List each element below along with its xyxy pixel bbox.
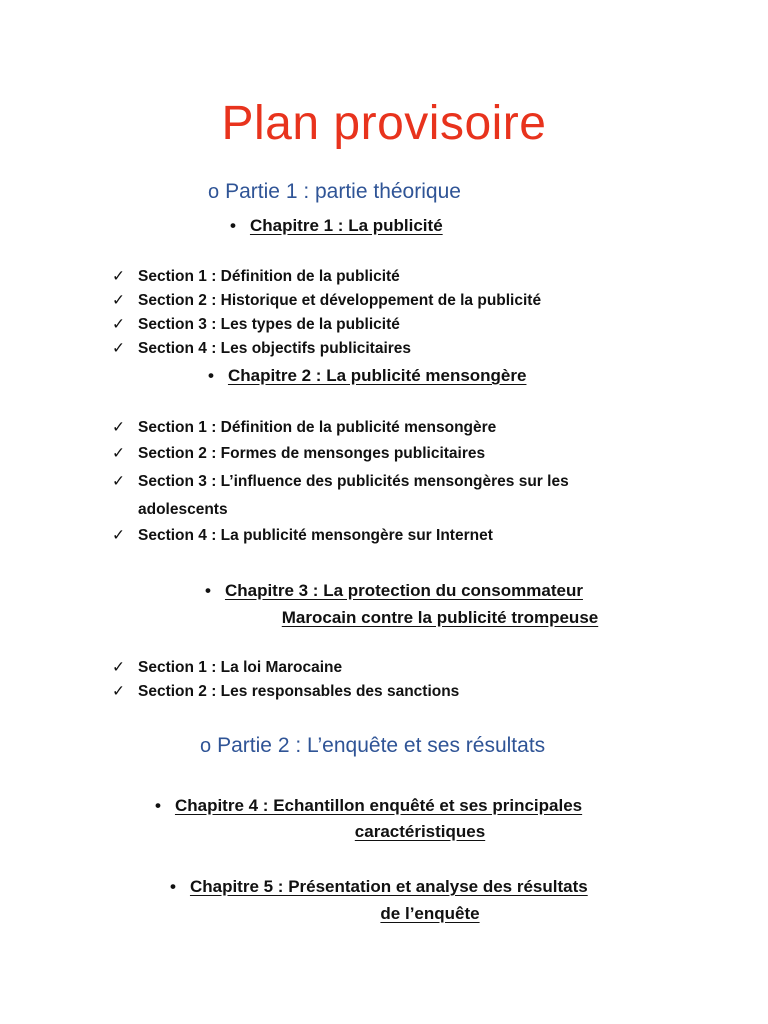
chapitre-4-label-line2-wrap	[220, 822, 620, 842]
chapitre-5-label-line1: Chapitre 5 : Présentation et analyse des résultats	[189, 877, 588, 896]
bullet-icon: •	[170, 877, 176, 896]
partie-1-heading	[208, 180, 461, 204]
chapitre-5-label-line2-wrap	[230, 904, 630, 924]
bullet-icon: •	[205, 581, 211, 600]
chapitre-1-label: Chapitre 1 : La publicité	[249, 216, 443, 235]
partie-2-heading	[200, 734, 545, 758]
chapitre-3-heading	[205, 581, 583, 601]
c2-section-1: ✓ Section 1 : Définition de la publicité mensongère	[112, 416, 496, 440]
chapitre-5-heading	[170, 877, 588, 897]
c1-section-3: ✓ Section 3 : Les types de la publicité	[112, 313, 400, 337]
chapitre-4-label-line1: Chapitre 4 : Echantillon enquêté et ses principales	[174, 796, 583, 815]
chapitre-3-label-line1: Chapitre 3 : La protection du consommateur	[224, 581, 583, 600]
check-icon: ✓	[112, 659, 125, 676]
partie-1-label: Partie 1 : partie théorique	[225, 180, 461, 203]
bullet-icon: •	[230, 216, 236, 235]
bullet-icon: •	[208, 366, 214, 385]
c2-section-3-continuation: adolescents	[138, 501, 228, 518]
c1-section-2: ✓ Section 2 : Historique et développement de la publicité	[112, 289, 541, 313]
chapitre-5-label-line2: de l’enquête	[380, 904, 480, 923]
page-title: Plan provisoire	[221, 97, 547, 150]
partie-2-label: Partie 2 : L’enquête et ses résultats	[217, 734, 546, 757]
check-icon: ✓	[112, 340, 125, 357]
check-icon: ✓	[112, 419, 125, 436]
c2-section-2: ✓ Section 2 : Formes de mensonges publicitaires	[112, 442, 485, 466]
circle-bullet-icon: o	[208, 181, 220, 203]
chapitre-1-heading	[230, 216, 443, 236]
chapitre-3-label-line2-wrap	[240, 608, 640, 628]
check-icon: ✓	[112, 473, 125, 490]
c2-section-3: ✓ Section 3 : L’influence des publicités mensongères sur les	[112, 470, 569, 494]
check-icon: ✓	[112, 527, 125, 544]
check-icon: ✓	[112, 445, 125, 462]
c2-section-4: ✓ Section 4 : La publicité mensongère sur Internet	[112, 524, 493, 548]
bullet-icon: •	[155, 796, 161, 815]
circle-bullet-icon: o	[200, 735, 212, 757]
check-icon: ✓	[112, 268, 125, 285]
c3-section-2: ✓ Section 2 : Les responsables des sanctions	[112, 680, 459, 704]
chapitre-4-heading	[155, 796, 582, 816]
chapitre-4-label-line2: caractéristiques	[354, 822, 486, 841]
c1-section-4: ✓ Section 4 : Les objectifs publicitaires	[112, 337, 411, 361]
chapitre-2-heading	[208, 366, 526, 386]
chapitre-2-label: Chapitre 2 : La publicité mensongère	[227, 366, 527, 385]
c3-section-1: ✓ Section 1 : La loi Marocaine	[112, 656, 342, 680]
check-icon: ✓	[112, 316, 125, 333]
chapitre-3-label-line2: Marocain contre la publicité trompeuse	[281, 608, 599, 627]
check-icon: ✓	[112, 292, 125, 309]
c1-section-1: ✓ Section 1 : Définition de la publicité	[112, 265, 400, 289]
check-icon: ✓	[112, 683, 125, 700]
